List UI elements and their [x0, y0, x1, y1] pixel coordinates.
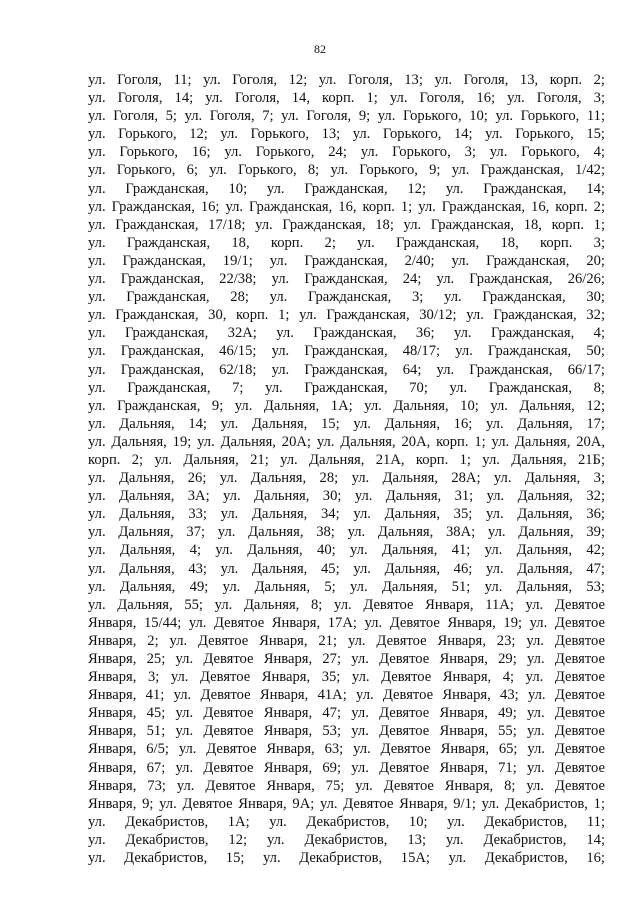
- text-line: Января, 6/5; ул. Девятое Января, 63; ул. Девятое Января, 65; ул. Девятое: [88, 741, 605, 758]
- text-line: ул. Гражданская, 16; ул. Гражданская, 16, корп. 1; ул. Гражданская, 16, корп. 2;: [88, 198, 605, 215]
- text-line: ул. Декабристов, 12; ул. Декабристов, 13; ул. Декабристов, 14;: [88, 831, 605, 848]
- text-line: Января, 25; ул. Девятое Января, 27; ул. Девятое Января, 29; ул. Девятое: [88, 651, 605, 667]
- text-line: ул. Горького, 12; ул. Горького, 13; ул. Горького, 14; ул. Горького, 15;: [88, 126, 605, 143]
- text-line: ул. Дальняя, 19; ул. Дальняя, 20А; ул. Дальняя, 20А, корп. 1; ул. Дальняя, 20А,: [88, 433, 605, 450]
- text-line: ул. Гражданская, 9; ул. Дальняя, 1А; ул. Дальняя, 10; ул. Дальняя, 12;: [88, 397, 605, 414]
- text-line: ул. Гражданская, 28; ул. Гражданская, 3; ул. Гражданская, 30;: [88, 289, 605, 306]
- text-line: ул. Гражданская, 46/15; ул. Гражданская, 48/17; ул. Гражданская, 50;: [88, 343, 605, 360]
- text-line: ул. Гражданская, 22/38; ул. Гражданская, 24; ул. Гражданская, 26/26;: [88, 271, 605, 288]
- text-line: ул. Горького, 6; ул. Горького, 8; ул. Горького, 9; ул. Гражданская, 1/42;: [88, 162, 605, 179]
- text-line: ул. Гражданская, 10; ул. Гражданская, 12; ул. Гражданская, 14;: [88, 180, 605, 197]
- text-line: ул. Гражданская, 62/18; ул. Гражданская, 64; ул. Гражданская, 66/17;: [88, 361, 605, 378]
- text-line: Января, 73; ул. Девятое Января, 75; ул. Девятое Января, 8; ул. Девятое: [88, 777, 605, 794]
- text-line: ул. Дальняя, 33; ул. Дальняя, 34; ул. Дальняя, 35; ул. Дальняя, 36;: [88, 506, 605, 523]
- text-line: ул. Гражданская, 17/18; ул. Гражданская, 18; ул. Гражданская, 18, корп. 1;: [88, 216, 605, 233]
- text-line: ул. Гоголя, 11; ул. Гоголя, 12; ул. Гоголя, 13; ул. Гоголя, 13, корп. 2;: [88, 72, 605, 88]
- text-line: Января, 15/44; ул. Девятое Января, 17А; ул. Девятое Января, 19; ул. Девятое: [88, 614, 605, 631]
- text-line: ул. Гражданская, 18, корп. 2; ул. Гражданская, 18, корп. 3;: [88, 234, 605, 251]
- text-line: Января, 67; ул. Девятое Января, 69; ул. Девятое Января, 71; ул. Девятое: [88, 759, 605, 776]
- text-line: Января, 51; ул. Девятое Января, 53; ул. Девятое Января, 55; ул. Девятое: [88, 723, 605, 740]
- text-line: ул. Гоголя, 5; ул. Гоголя, 7; ул. Гоголя, 9; ул. Горького, 10; ул. Горького, 11;: [88, 108, 605, 125]
- page-number: 82: [314, 42, 326, 56]
- text-line: Января, 2; ул. Девятое Января, 21; ул. Девятое Января, 23; ул. Девятое: [88, 632, 605, 649]
- text-line: ул. Гоголя, 14; ул. Гоголя, 14, корп. 1; ул. Гоголя, 16; ул. Гоголя, 3;: [88, 90, 605, 107]
- text-line: ул. Дальняя, 4; ул. Дальняя, 40; ул. Дальняя, 41; ул. Дальняя, 42;: [88, 542, 605, 559]
- text-line: ул. Дальняя, 14; ул. Дальняя, 15; ул. Дальняя, 16; ул. Дальняя, 17;: [88, 415, 605, 432]
- text-line: ул. Гражданская, 19/1; ул. Гражданская, 2/40; ул. Гражданская, 20;: [88, 252, 605, 269]
- text-line: ул. Дальняя, 43; ул. Дальняя, 45; ул. Дальняя, 46; ул. Дальняя, 47;: [88, 560, 605, 577]
- text-line: корп. 2; ул. Дальняя, 21; ул. Дальняя, 21А, корп. 1; ул. Дальняя, 21Б;: [88, 451, 605, 468]
- text-line: ул. Декабристов, 1А; ул. Декабристов, 10; ул. Декабристов, 11;: [88, 813, 605, 830]
- text-line: ул. Гражданская, 32А; ул. Гражданская, 36; ул. Гражданская, 4;: [88, 325, 605, 342]
- text-line: Января, 45; ул. Девятое Января, 47; ул. Девятое Января, 49; ул. Девятое: [88, 705, 605, 722]
- text-line: ул. Дальняя, 26; ул. Дальняя, 28; ул. Дальняя, 28А; ул. Дальняя, 3;: [88, 470, 605, 487]
- text-line: ул. Декабристов, 15; ул. Декабристов, 15А; ул. Декабристов, 16;: [88, 850, 605, 867]
- address-list-text: [88, 71, 605, 867]
- text-line: Января, 41; ул. Девятое Января, 41А; ул. Девятое Января, 43; ул. Девятое: [88, 687, 605, 704]
- text-line: Января, 9; ул. Девятое Января, 9А; ул. Девятое Января, 9/1; ул. Декабристов, 1;: [88, 795, 605, 812]
- text-line: ул. Горького, 16; ул. Горького, 24; ул. Горького, 3; ул. Горького, 4;: [88, 144, 605, 161]
- text-line: ул. Дальняя, 49; ул. Дальняя, 5; ул. Дальняя, 51; ул. Дальняя, 53;: [88, 578, 605, 595]
- text-line: Января, 3; ул. Девятое Января, 35; ул. Девятое Января, 4; ул. Девятое: [88, 669, 605, 686]
- text-line: ул. Дальняя, 37; ул. Дальняя, 38; ул. Дальняя, 38А; ул. Дальняя, 39;: [88, 524, 605, 541]
- text-line: ул. Дальняя, 55; ул. Дальняя, 8; ул. Девятое Января, 11А; ул. Девятое: [88, 596, 605, 613]
- text-line: ул. Гражданская, 30, корп. 1; ул. Гражданская, 30/12; ул. Гражданская, 32;: [88, 307, 605, 324]
- text-line: ул. Дальняя, 3А; ул. Дальняя, 30; ул. Дальняя, 31; ул. Дальняя, 32;: [88, 488, 605, 505]
- text-line: ул. Гражданская, 7; ул. Гражданская, 70; ул. Гражданская, 8;: [88, 379, 605, 396]
